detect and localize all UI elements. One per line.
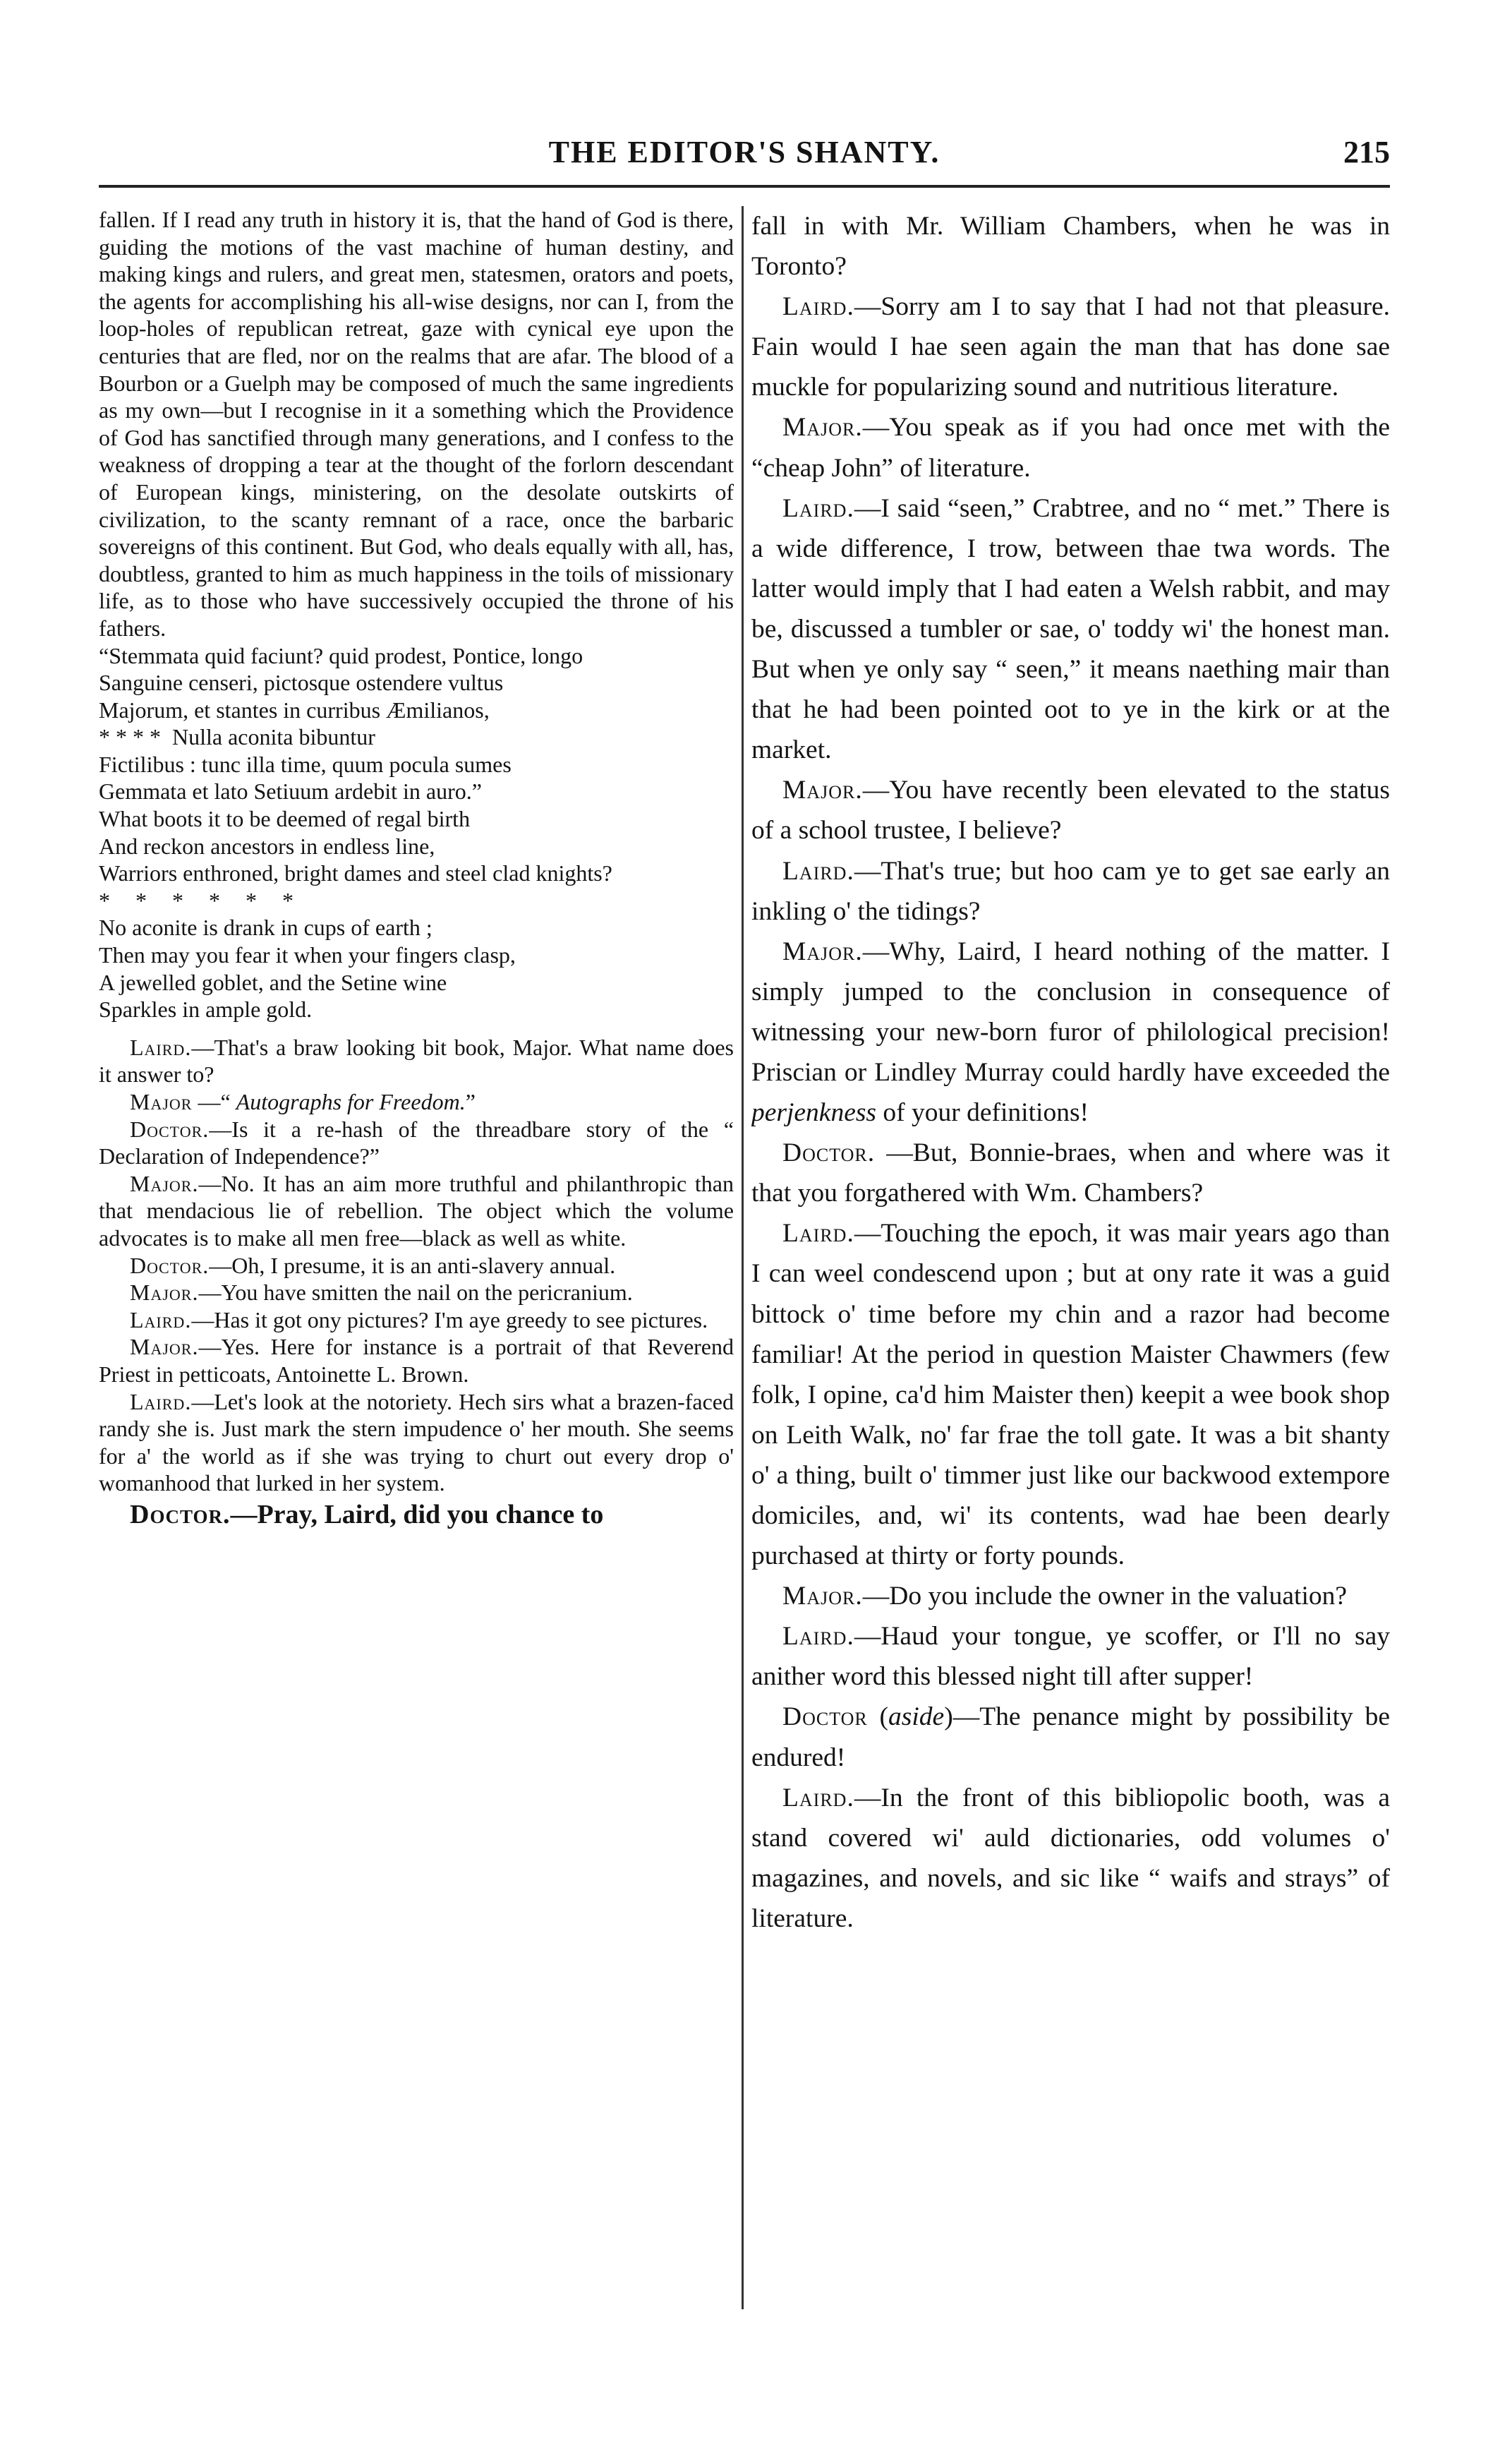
verse-line: Gemmata et lato Setiuum ardebit in auro.” xyxy=(99,778,482,805)
verse-line: And reckon ancestors in endless line, xyxy=(99,833,435,859)
speech: —That's a braw looking bit book, Major. What name does it answer to? xyxy=(99,1034,734,1088)
verse-line: No aconite is drank in cups of earth ; xyxy=(99,915,433,941)
dialogue-paragraph xyxy=(751,287,1390,407)
verse-line: Then may you fear it when your fingers clasp, xyxy=(99,942,516,968)
speaker: Major xyxy=(130,1089,193,1114)
speaker: Major. xyxy=(130,1334,199,1360)
dialogue-paragraph xyxy=(99,1333,734,1388)
dialogue-paragraph xyxy=(99,1170,734,1252)
speech: —I said “seen,” Crabtree, and no “ met.” There is a wide difference, I trow, between thae twa words. The latter would imply that I had eaten a Welsh rabbit, and may be, discussed a tumbler or sae, o' toddy wi' the honest man. But when ye only say “ seen,” it means naething mair than that he had been pointed oot to ye in the kirk or at the market. xyxy=(751,493,1390,765)
dialogue-paragraph xyxy=(751,407,1390,488)
speech: of your definitions! xyxy=(876,1098,1089,1128)
speaker: Doctor. xyxy=(130,1116,210,1142)
speech: —You have recently been elevated to the status of a school trustee, I believe? xyxy=(751,776,1390,846)
speech: ” xyxy=(465,1089,476,1114)
header-rule xyxy=(99,185,1390,188)
dialogue-paragraph xyxy=(99,1116,734,1170)
speaker: Laird. xyxy=(782,1783,854,1812)
speech: —But, Bonnie-braes, when and where was it that you forgathered with Wm. Chambers? xyxy=(751,1138,1390,1208)
verse-text: Nulla aconita bibuntur xyxy=(172,724,375,750)
dialogue-paragraph xyxy=(99,1388,734,1497)
speaker: Laird. xyxy=(130,1388,192,1414)
dialogue-paragraph xyxy=(99,1497,734,1532)
left-column xyxy=(99,206,734,2316)
dialogue-paragraph xyxy=(751,1778,1390,1939)
speech: —No. It has an aim more truthful and philanthropic than that mendacious lie of rebellion. The object which the volume advocates is to make all men free—black as well as white. xyxy=(99,1170,734,1251)
verse-line xyxy=(99,723,734,751)
speech: —Is it a re-hash of the threadbare story of the “ Declaration of Independence?” xyxy=(99,1116,734,1169)
speech: —Pray, Laird, did you chance to xyxy=(230,1499,604,1529)
verse-line: Sparkles in ample gold. xyxy=(99,997,313,1023)
speaker: Laird. xyxy=(782,856,854,886)
dialogue-paragraph xyxy=(751,1616,1390,1697)
speaker: Major. xyxy=(782,937,863,966)
speech: ( xyxy=(867,1702,889,1732)
continuation-paragraph: fall in with Mr. William Chambers, when he was in Toronto? xyxy=(751,212,1390,282)
speech: —Sorry am I to say that I had not that pleasure. Fain would I hae seen again the man that has done sae muckle for popularizing sound and nutritious literature. xyxy=(751,292,1390,402)
page-header xyxy=(99,134,1390,183)
dialogue-paragraph xyxy=(751,1133,1390,1213)
speaker: Major. xyxy=(130,1280,199,1306)
speech: )—The penance might by possibility be endured! xyxy=(751,1702,1390,1772)
speaker: Major. xyxy=(782,1582,863,1611)
speaker: Doctor. xyxy=(130,1499,231,1529)
speech: —Why, Laird, I heard nothing of the matter. I simply jumped to the conclusion in consequence of witnessing your new-born furor of philological precision! Priscian or Lindley Murray could hardly have exceeded the xyxy=(751,937,1390,1087)
dialogue-paragraph xyxy=(99,1279,734,1306)
speech: —You speak as if you had once met with the “cheap John” of literature. xyxy=(751,413,1390,483)
column-rule xyxy=(742,206,744,2309)
verse-line: Sanguine censeri, pictosque ostendere vultus xyxy=(99,670,504,696)
prose-paragraph: fallen. If I read any truth in history it is, that the hand of God is there, guiding the motions of the vast machine of human destiny, and making kings and rulers, and great men, statesmen, orators and poets, the agents for accomplishing his all-wise designs, nor can I, from the loop-holes of republican retreat, gaze with cynical eye upon the centuries that are fled, nor on the realms that are afar. The blood of a Bourbon or a Guelph may be composed of much the same ingredients as my own—but I recognise in it a something which the Providence of God has sanctified through many generations, and I confess to the weakness of dropping a tear at the thought of the forlorn descendant of European kings, ministering, on the desolate outskirts of civilization, to the scanty remnant of a race, once the barbaric sovereigns of this continent. But God, who deals equally with all, has, doubtless, granted to him as much happiness in the toils of missionary life, as to those who have successively occupied the throne of his fathers. xyxy=(99,207,734,641)
dialogue-paragraph xyxy=(751,1213,1390,1576)
dialogue-paragraph xyxy=(751,1576,1390,1616)
speaker: Doctor. xyxy=(782,1138,876,1168)
speaker: Laird. xyxy=(130,1034,192,1060)
speaker: Laird. xyxy=(782,1622,854,1651)
speech-italic: perjenkness xyxy=(751,1098,877,1128)
speaker: Laird. xyxy=(782,493,854,523)
dialogue-paragraph xyxy=(751,932,1390,1133)
speech: —Do you include the owner in the valuation? xyxy=(862,1582,1348,1611)
english-verse xyxy=(99,805,734,1023)
speaker: Major. xyxy=(782,776,863,805)
speaker: Laird. xyxy=(130,1306,192,1332)
dialogue-paragraph xyxy=(751,770,1390,850)
speech: —Haud your tongue, ye scoffer, or I'll no say anither word this blessed night till after supper! xyxy=(751,1622,1390,1692)
ellipsis-stars: * * * * xyxy=(99,724,161,750)
speech: —That's true; but hoo cam ye to get sae early an inkling o' the tidings? xyxy=(751,856,1390,926)
dialogue-paragraph xyxy=(751,851,1390,932)
speech: —Oh, I presume, it is an anti-slavery annual. xyxy=(209,1252,616,1278)
speaker: Major. xyxy=(130,1170,199,1196)
speech: —Let's look at the notoriety. Hech sirs what a brazen-faced randy she is. Just mark the stern impudence o' her mouth. She seems for a' the world as if she was trying to churt out every drop o' womanhood that lurked in her system. xyxy=(99,1388,734,1496)
speech: —In the front of this bibliopolic booth, was a stand covered wi' auld dictionaries, odd volumes o' magazines, and novels, and sic like “ waifs and strays” of literature. xyxy=(751,1783,1390,1933)
dialogue-paragraph xyxy=(751,488,1390,771)
latin-verse xyxy=(99,642,734,806)
dialogue-paragraph xyxy=(99,1252,734,1280)
verse-line: “Stemmata quid faciunt? quid prodest, Pontice, longo xyxy=(99,642,583,668)
speaker: Doctor xyxy=(782,1702,868,1732)
dialogue-paragraph xyxy=(99,1306,734,1334)
speech-italic: Autographs for Freedom. xyxy=(236,1089,466,1114)
page-number: 215 xyxy=(1343,135,1390,169)
running-head: THE EDITOR'S SHANTY. xyxy=(548,135,941,169)
verse-line: Majorum, et stantes in curribus Æmilianos, xyxy=(99,697,490,723)
speech: —Yes. Here for instance is a portrait of that Reverend Priest in petticoats, Antoinette L. Brown. xyxy=(99,1334,734,1387)
verse-line: A jewelled goblet, and the Setine wine xyxy=(99,969,447,995)
speech: —You have smitten the nail on the pericranium. xyxy=(198,1280,633,1306)
dialogue-paragraph xyxy=(99,1088,734,1116)
speech: —Touching the epoch, it was mair years ago than I can weel condescend upon ; but at ony rate it was a guid bittock o' time before my chin and a razor had become familiar! At the period in question Maister Chawmers (few folk, I opine, ca'd him Maister then) keepit a wee book shop on Leith Walk, no' far frae the toll gate. It was a bit shanty o' a thing, built o' timmer just like our backwood extempore domiciles, and, wi' its contents, wad hae been dearly purchased at thirty or forty pounds. xyxy=(751,1219,1390,1571)
dialogue-paragraph xyxy=(99,1034,734,1088)
verse-line: Warriors enthroned, bright dames and steel clad knights? xyxy=(99,860,612,886)
dialogue-paragraph xyxy=(751,1697,1390,1777)
speaker: Laird. xyxy=(782,1219,854,1248)
speaker: Laird. xyxy=(782,292,854,322)
speaker: Major. xyxy=(782,413,863,443)
speaker: Doctor. xyxy=(130,1252,210,1278)
verse-line: Fictilibus : tunc illa time, quum pocula sumes xyxy=(99,751,512,777)
right-column xyxy=(751,206,1390,2316)
speech-italic: aside xyxy=(888,1702,945,1732)
verse-line: What boots it to be deemed of regal birth xyxy=(99,806,471,832)
speech: —Has it got ony pictures? I'm aye greedy to see pictures. xyxy=(191,1306,708,1332)
ellipsis-stars: * * * * * * xyxy=(99,887,303,913)
speech: —“ xyxy=(192,1089,236,1114)
